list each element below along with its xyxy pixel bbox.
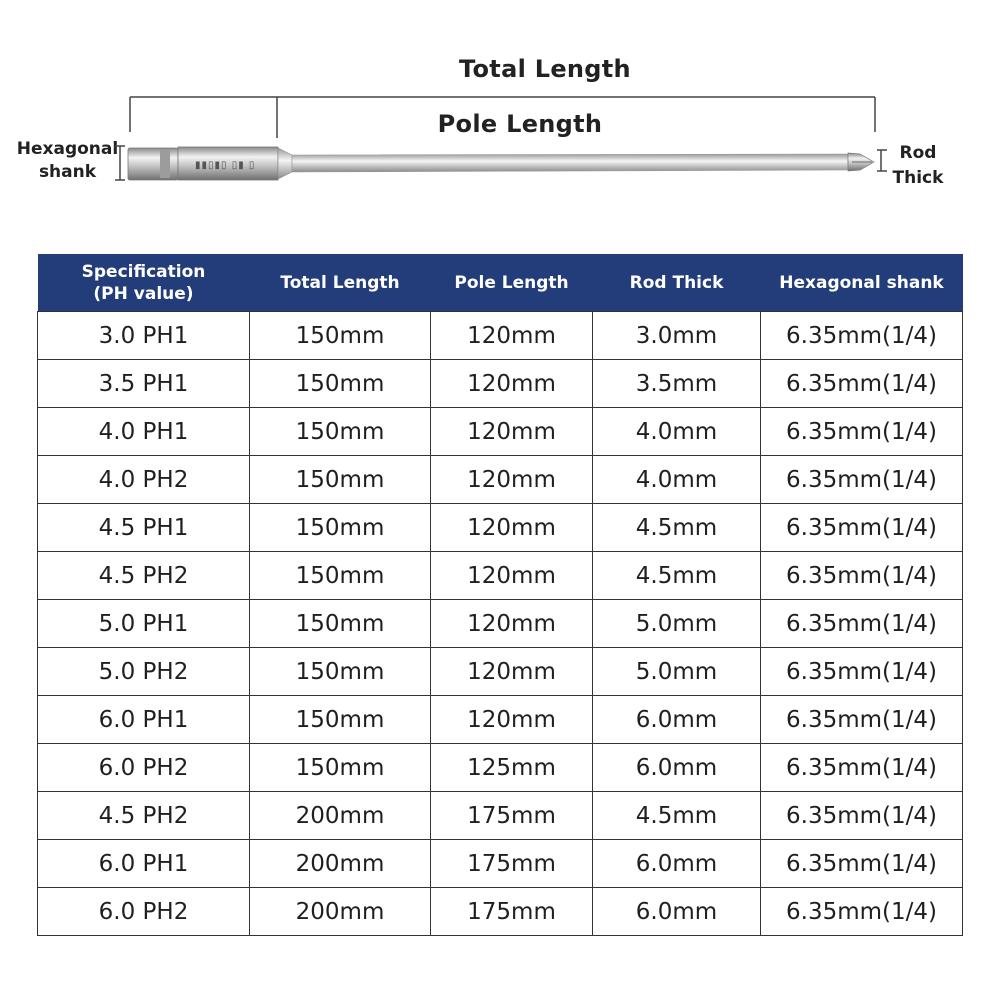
cell-total-length: 200mm — [250, 792, 431, 840]
hexagonal-shank-label-line2: shank — [38, 162, 97, 182]
cell-specification: 4.5 PH2 — [38, 552, 250, 600]
table-row — [38, 696, 963, 744]
cell-hexagonal-shank: 6.35mm(1/4) — [761, 600, 963, 648]
cell-specification: 4.0 PH2 — [38, 456, 250, 504]
cell-specification: 5.0 PH2 — [38, 648, 250, 696]
table-header-row — [38, 254, 963, 312]
header-rod-thick: Rod Thick — [593, 254, 761, 312]
cell-total-length: 150mm — [250, 408, 431, 456]
header-hexagonal-shank: Hexagonal shank — [761, 254, 963, 312]
cell-pole-length: 175mm — [431, 888, 593, 936]
hexagonal-shank-label-line1: Hexagonal — [16, 139, 119, 159]
cell-total-length: 200mm — [250, 888, 431, 936]
cell-specification: 3.0 PH1 — [38, 312, 250, 360]
total-length-bracket — [130, 97, 875, 132]
cell-hexagonal-shank: 6.35mm(1/4) — [761, 360, 963, 408]
table-row — [38, 888, 963, 936]
cell-rod-thick: 4.0mm — [593, 456, 761, 504]
cell-hexagonal-shank: 6.35mm(1/4) — [761, 696, 963, 744]
cell-total-length: 150mm — [250, 600, 431, 648]
cell-rod-thick: 5.0mm — [593, 600, 761, 648]
rod-thick-bracket — [877, 150, 887, 171]
table-row — [38, 744, 963, 792]
table-row — [38, 552, 963, 600]
cell-rod-thick: 4.5mm — [593, 792, 761, 840]
cell-hexagonal-shank: 6.35mm(1/4) — [761, 552, 963, 600]
cell-rod-thick: 5.0mm — [593, 648, 761, 696]
specification-table — [37, 254, 963, 936]
table-row — [38, 408, 963, 456]
cell-pole-length: 120mm — [431, 456, 593, 504]
cell-hexagonal-shank: 6.35mm(1/4) — [761, 648, 963, 696]
cell-rod-thick: 4.5mm — [593, 552, 761, 600]
table-row — [38, 312, 963, 360]
header-specification — [38, 254, 250, 312]
cell-pole-length: 120mm — [431, 600, 593, 648]
cell-rod-thick: 3.5mm — [593, 360, 761, 408]
cell-pole-length: 120mm — [431, 312, 593, 360]
table-row — [38, 456, 963, 504]
rod-thick-label-line2: Thick — [892, 168, 944, 188]
cell-total-length: 200mm — [250, 840, 431, 888]
cell-rod-thick: 4.5mm — [593, 504, 761, 552]
table-row — [38, 840, 963, 888]
table-body — [38, 312, 963, 936]
table-row — [38, 792, 963, 840]
cell-hexagonal-shank: 6.35mm(1/4) — [761, 504, 963, 552]
pole-length-title: Pole Length — [437, 110, 603, 138]
header-total-length: Total Length — [250, 254, 431, 312]
cell-specification: 5.0 PH1 — [38, 600, 250, 648]
cell-pole-length: 120mm — [431, 696, 593, 744]
cell-pole-length: 120mm — [431, 552, 593, 600]
cell-total-length: 150mm — [250, 312, 431, 360]
cell-rod-thick: 6.0mm — [593, 888, 761, 936]
svg-text:▮▮▯▮▯ ▯▮ ▯: ▮▮▯▮▯ ▯▮ ▯ — [195, 160, 256, 171]
cell-rod-thick: 6.0mm — [593, 744, 761, 792]
rod-thick-label-line1: Rod — [899, 143, 937, 163]
hex-shank-bracket — [115, 146, 125, 180]
cell-specification: 3.5 PH1 — [38, 360, 250, 408]
cell-specification: 4.5 PH1 — [38, 504, 250, 552]
header-pole-length: Pole Length — [431, 254, 593, 312]
cell-rod-thick: 3.0mm — [593, 312, 761, 360]
header-specification-line1: Specification — [81, 261, 206, 282]
cell-total-length: 150mm — [250, 744, 431, 792]
cell-hexagonal-shank: 6.35mm(1/4) — [761, 456, 963, 504]
cell-hexagonal-shank: 6.35mm(1/4) — [761, 792, 963, 840]
cell-pole-length: 120mm — [431, 360, 593, 408]
cell-total-length: 150mm — [250, 504, 431, 552]
cell-specification: 6.0 PH1 — [38, 840, 250, 888]
cell-pole-length: 120mm — [431, 504, 593, 552]
table-row — [38, 504, 963, 552]
cell-hexagonal-shank: 6.35mm(1/4) — [761, 744, 963, 792]
cell-rod-thick: 6.0mm — [593, 696, 761, 744]
cell-specification: 6.0 PH2 — [38, 888, 250, 936]
cell-specification: 4.5 PH2 — [38, 792, 250, 840]
header-specification-line2: (PH value) — [93, 283, 194, 304]
cell-total-length: 150mm — [250, 552, 431, 600]
cell-total-length: 150mm — [250, 456, 431, 504]
table-row — [38, 600, 963, 648]
cell-rod-thick: 4.0mm — [593, 408, 761, 456]
cell-total-length: 150mm — [250, 360, 431, 408]
cell-hexagonal-shank: 6.35mm(1/4) — [761, 408, 963, 456]
cell-specification: 4.0 PH1 — [38, 408, 250, 456]
cell-pole-length: 175mm — [431, 792, 593, 840]
cell-specification: 6.0 PH2 — [38, 744, 250, 792]
screwdriver-bit-image — [128, 147, 874, 180]
total-length-title: Total Length — [459, 55, 631, 83]
cell-pole-length: 120mm — [431, 408, 593, 456]
cell-pole-length: 120mm — [431, 648, 593, 696]
cell-hexagonal-shank: 6.35mm(1/4) — [761, 888, 963, 936]
cell-pole-length: 125mm — [431, 744, 593, 792]
cell-rod-thick: 6.0mm — [593, 840, 761, 888]
cell-total-length: 150mm — [250, 648, 431, 696]
cell-specification: 6.0 PH1 — [38, 696, 250, 744]
cell-hexagonal-shank: 6.35mm(1/4) — [761, 312, 963, 360]
cell-total-length: 150mm — [250, 696, 431, 744]
cell-hexagonal-shank: 6.35mm(1/4) — [761, 840, 963, 888]
table-row — [38, 360, 963, 408]
table-row — [38, 648, 963, 696]
cell-pole-length: 175mm — [431, 840, 593, 888]
screwdriver-bit-diagram — [0, 0, 1000, 240]
